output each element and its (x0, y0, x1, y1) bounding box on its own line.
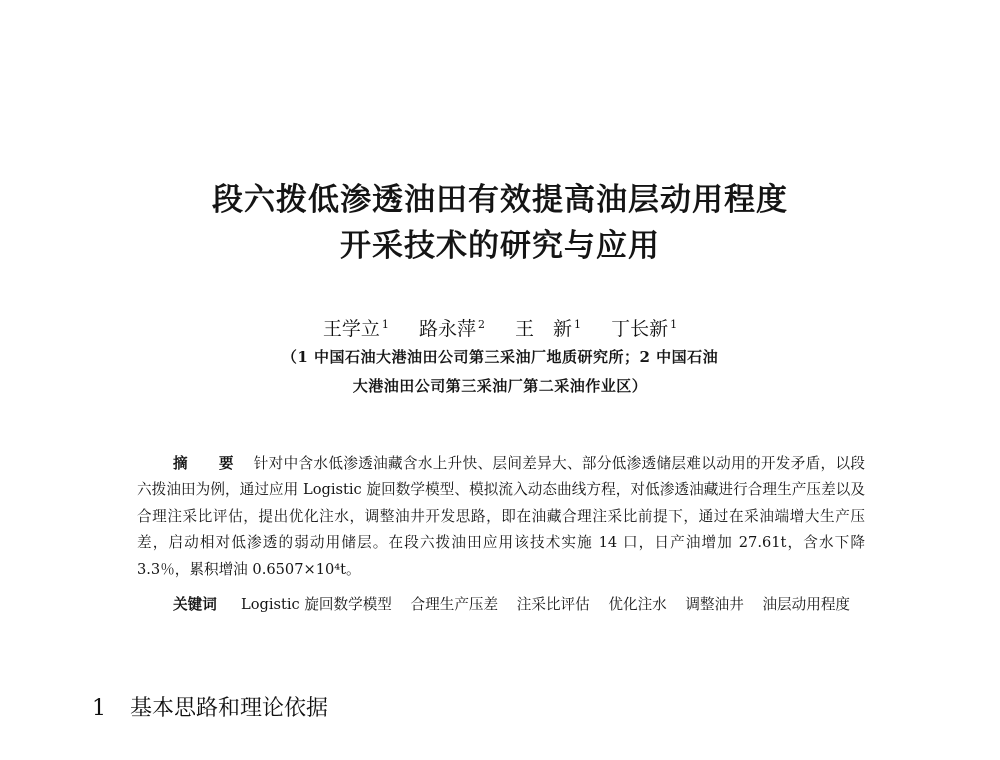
section-title: 基本思路和理论依据 (130, 696, 329, 721)
section-number: 1 (92, 696, 106, 721)
keyword: Logistic 旋回数学模型 (241, 596, 392, 613)
affiliation-line-1: （1 中国石油大港油田公司第三采油厂地质研究所；2 中国石油 (281, 348, 719, 366)
abstract-text: 针对中含水低渗透油藏含水上升快、层间差异大、部分低渗透储层难以动用的开发矛盾，以段六拨油田为例，通过应用 Logistic 旋回数学模型、模拟流入动态曲线方程，对低渗透油藏进行合理生产压差以及合理注采比评估，提出优化注水，调整油井开发思路，即在油藏合理注采比前提下，通过在采油端增大生产压差，启动相对低渗透的弱动用储层。在段六拨油田应用该技术实施 14 口，日产油增加 27.61t，含水下降 3.3％，累积增油 0.6507×10⁴t。 (137, 455, 865, 578)
affiliation-line-2: 大港油田公司第三采油厂第二采油作业区） (352, 377, 648, 395)
keyword: 调整油井 (685, 596, 744, 613)
keyword: 油层动用程度 (762, 596, 851, 613)
affiliation-mark: 2 (477, 318, 485, 331)
affiliation-mark: 1 (574, 318, 582, 331)
affiliation-mark: 1 (381, 318, 389, 331)
keyword-list (241, 592, 865, 618)
keywords-label: 关键词 (173, 596, 217, 613)
paper-title-line-1: 段六拨低渗透油田有效提高油层动用程度 (212, 182, 788, 218)
author (515, 312, 581, 342)
keywords (137, 592, 865, 618)
keyword: 合理生产压差 (410, 596, 499, 613)
abstract-label: 摘 要 (173, 455, 242, 472)
paper-title-line-2: 开采技术的研究与应用 (340, 228, 660, 264)
author-list (0, 312, 1000, 342)
author-name: 路永萍 (418, 318, 476, 340)
author-name: 王 新 (515, 318, 573, 340)
affiliation-mark: 1 (670, 318, 678, 331)
author-name: 丁长新 (611, 318, 669, 340)
abstract (137, 451, 865, 583)
author (323, 312, 389, 342)
keyword: 注采比评估 (516, 596, 590, 613)
author (419, 312, 485, 342)
author-name: 王学立 (322, 318, 380, 340)
section-heading (92, 694, 328, 724)
keyword: 优化注水 (608, 596, 667, 613)
author (611, 312, 677, 342)
